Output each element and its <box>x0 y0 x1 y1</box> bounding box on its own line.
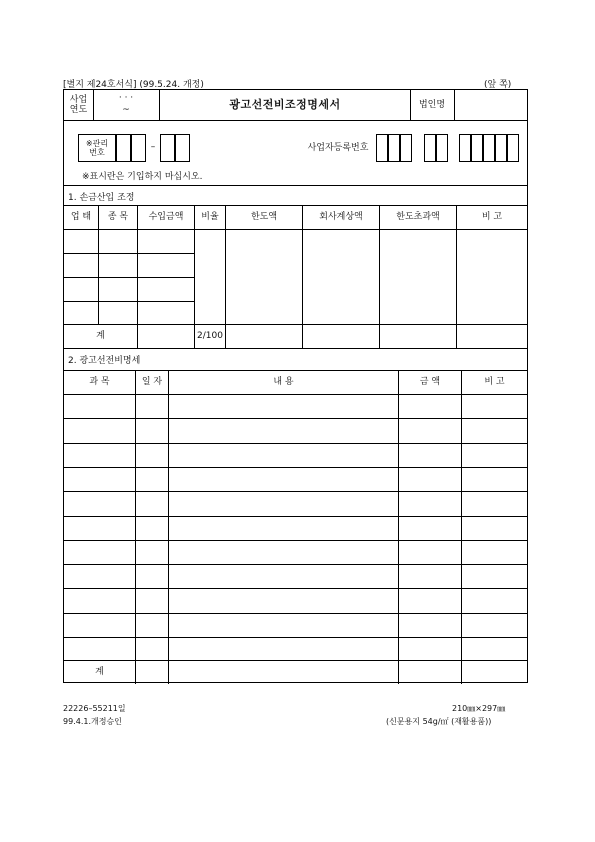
s1-row4-industry[interactable] <box>64 302 98 324</box>
reg-no-box-3[interactable] <box>400 134 412 162</box>
s1-total-company-amount[interactable] <box>303 325 379 348</box>
corp-name-label: 법인명 <box>418 99 446 110</box>
mgmt-no-dash: – <box>150 141 156 152</box>
s1-header-industry: 업 태 <box>70 211 92 222</box>
s1-header-revenue: 수입금액 <box>148 211 184 222</box>
page-side-label: (앞 쪽) <box>484 80 512 90</box>
reg-no-box-5[interactable] <box>436 134 448 162</box>
s2-total-amount[interactable] <box>399 661 461 683</box>
s1-header-company-amount: 회사계상액 <box>319 211 363 222</box>
business-reg-no-label: 사업자등록번호 <box>307 142 369 153</box>
s2-row-11[interactable] <box>64 638 527 660</box>
s1-total-excess[interactable] <box>380 325 456 348</box>
reg-no-box-4[interactable] <box>424 134 436 162</box>
s2-row-7[interactable] <box>64 541 527 564</box>
s1-row1-item[interactable] <box>99 230 137 253</box>
section2-title: 2. 광고선전비명세 <box>68 356 141 366</box>
s1-total-revenue[interactable] <box>138 325 194 348</box>
s1-row4-item[interactable] <box>99 302 137 324</box>
mgmt-no-box-1[interactable] <box>116 134 131 162</box>
corp-name-field[interactable] <box>455 90 527 120</box>
reg-no-box-7[interactable] <box>471 134 483 162</box>
s2-header-description: 내 용 <box>273 376 294 387</box>
mgmt-no-label-box <box>78 134 116 162</box>
s1-header-excess: 한도초과액 <box>396 211 440 222</box>
s2-header-account: 과 목 <box>89 376 110 387</box>
s2-header-amount: 금 액 <box>419 376 441 387</box>
reg-no-box-6[interactable] <box>459 134 471 162</box>
reg-no-box-9[interactable] <box>495 134 507 162</box>
s2-row-6[interactable] <box>64 517 527 540</box>
s2-row-1[interactable] <box>64 395 527 418</box>
section1-title: 1. 손금산입 조정 <box>68 193 135 203</box>
form-title: 광고선전비조정명세서 <box>229 97 341 111</box>
s2-row-8[interactable] <box>64 565 527 588</box>
footer-code: 22226–55211일 <box>63 704 126 713</box>
s1-header-remarks: 비 고 <box>481 211 503 222</box>
business-year-label: 사업 연도 <box>69 94 88 115</box>
business-year-tilde: ~ <box>122 104 130 115</box>
s1-row3-item[interactable] <box>99 278 137 301</box>
s1-limit-field[interactable] <box>226 230 302 324</box>
s2-row-5[interactable] <box>64 492 527 516</box>
s1-header-limit: 한도액 <box>250 211 278 222</box>
form-number: [별지 제24호서식] (99.5.24. 개정) <box>63 80 204 90</box>
s1-total-remarks[interactable] <box>457 325 527 348</box>
s1-total-limit[interactable] <box>226 325 302 348</box>
s1-total-label: 계 <box>96 330 105 341</box>
footer-approval: 99.4.1.개정승인 <box>63 717 122 726</box>
s1-remarks-field[interactable] <box>457 230 527 324</box>
s1-company-amount-field[interactable] <box>303 230 379 324</box>
s2-row-2[interactable] <box>64 419 527 443</box>
s1-row1-industry[interactable] <box>64 230 98 253</box>
s1-row2-industry[interactable] <box>64 254 98 277</box>
s2-total-label: 계 <box>95 666 104 677</box>
mgmt-no-box-2[interactable] <box>131 134 146 162</box>
s1-total-ratio: 2/100 <box>197 331 223 342</box>
s1-row4-revenue[interactable] <box>138 302 194 324</box>
reg-no-box-1[interactable] <box>376 134 388 162</box>
reg-no-box-10[interactable] <box>507 134 519 162</box>
s1-row3-revenue[interactable] <box>138 278 194 301</box>
s2-row-9[interactable] <box>64 589 527 613</box>
footer-paper: (신문용지 54g/㎡ (재활용품)) <box>386 717 492 726</box>
s2-row-3[interactable] <box>64 444 527 467</box>
s1-row3-industry[interactable] <box>64 278 98 301</box>
s2-header-date: 일 자 <box>141 376 163 387</box>
s2-row-4[interactable] <box>64 468 527 491</box>
business-year-dates[interactable]: · · · <box>118 92 134 103</box>
s1-excess-field[interactable] <box>380 230 456 324</box>
footer-size: 210㎜×297㎜ <box>452 704 506 713</box>
s1-row2-revenue[interactable] <box>138 254 194 277</box>
s1-row2-item[interactable] <box>99 254 137 277</box>
id-note: ※표시란은 기입하지 마십시오. <box>82 172 203 182</box>
reg-no-box-2[interactable] <box>388 134 400 162</box>
mgmt-no-box-3[interactable] <box>160 134 175 162</box>
s1-ratio-field[interactable] <box>195 230 225 324</box>
mgmt-no-box-4[interactable] <box>175 134 190 162</box>
mgmt-no-label: ※관리 번호 <box>85 138 109 157</box>
s1-header-item: 종 목 <box>107 211 129 222</box>
s1-header-ratio: 비율 <box>201 211 219 222</box>
s1-row1-revenue[interactable] <box>138 230 194 253</box>
s2-header-remarks: 비 고 <box>484 376 505 387</box>
advertising-expense-statement-form <box>63 89 528 683</box>
s2-row-10[interactable] <box>64 614 527 637</box>
reg-no-box-8[interactable] <box>483 134 495 162</box>
